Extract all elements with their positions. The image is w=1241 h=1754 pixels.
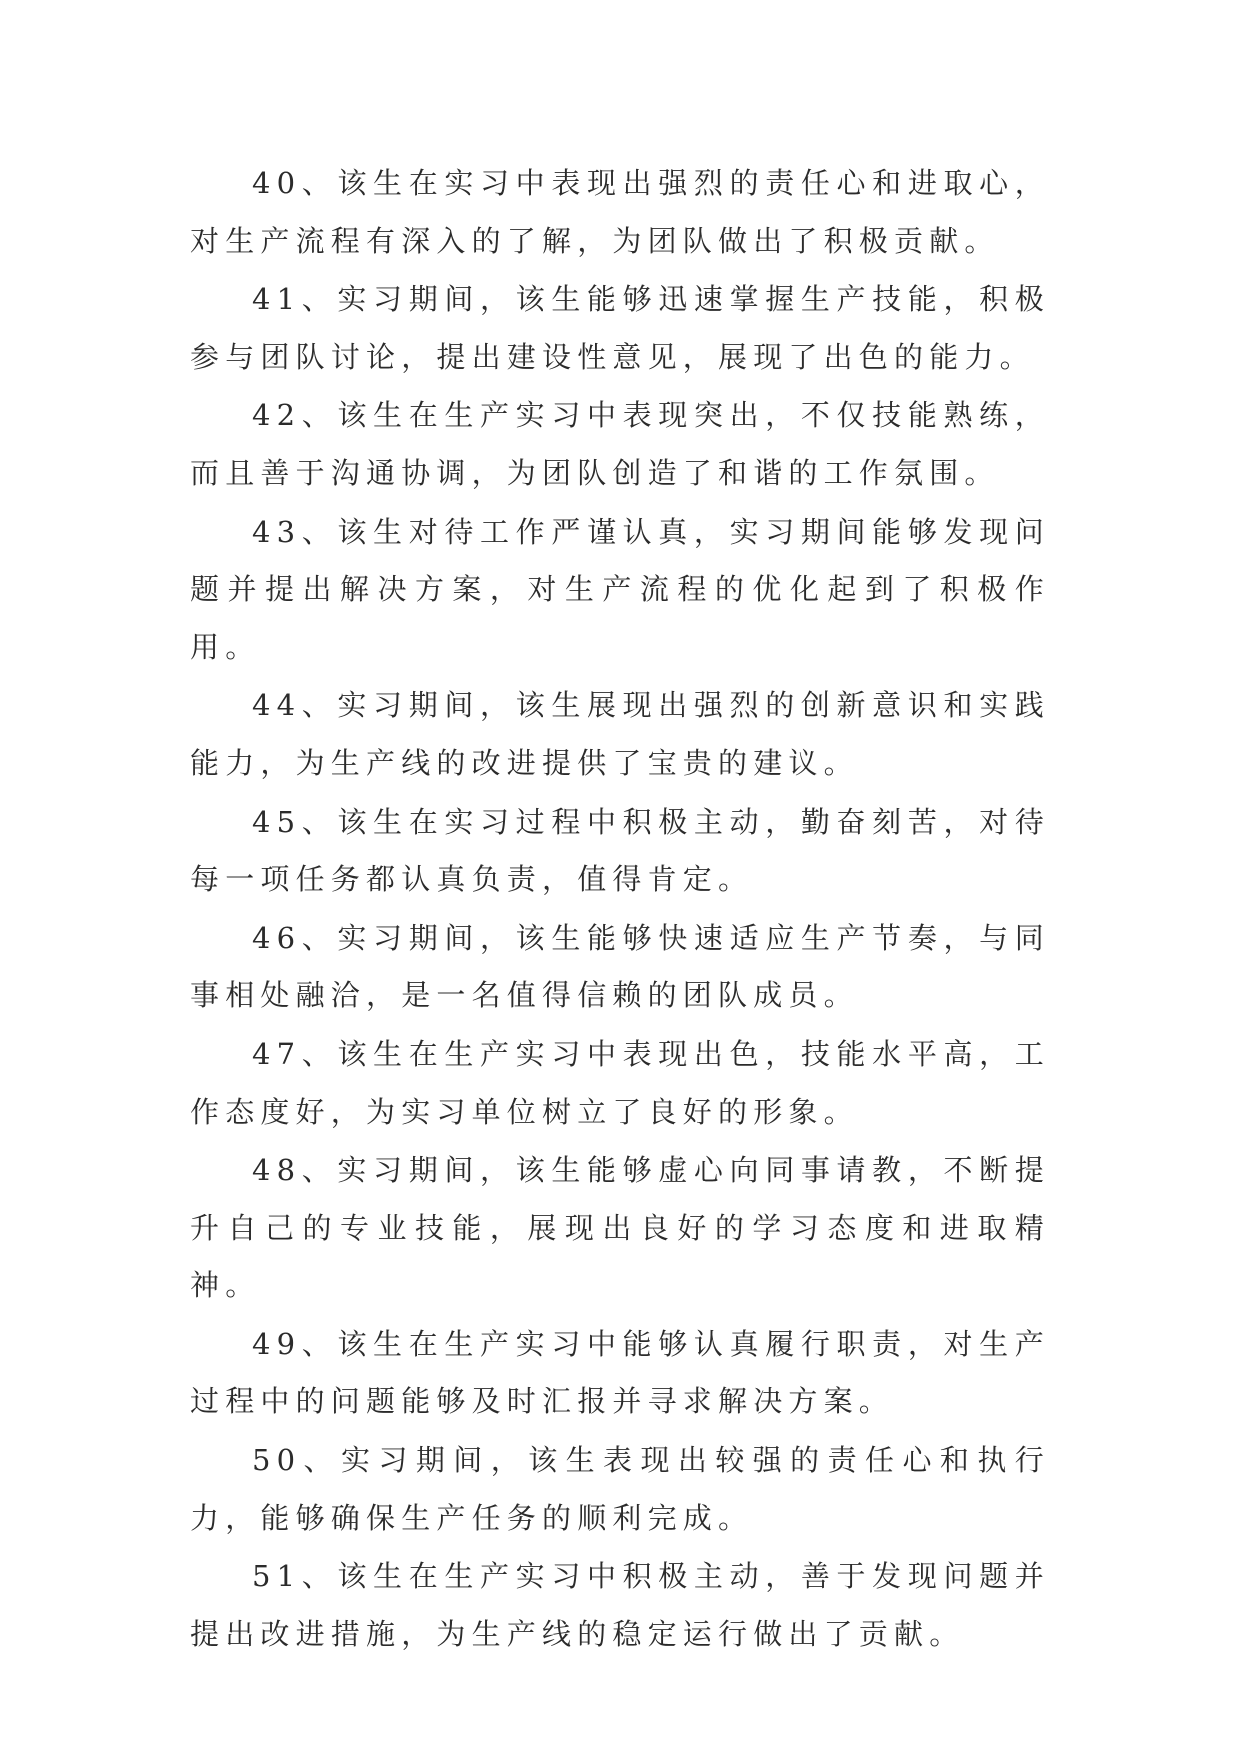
paragraph-41: 41、实习期间，该生能够迅速掌握生产技能，积极参与团队讨论，提出建设性意见，展现了出色的能力。: [190, 282, 1050, 374]
paragraph-50: 50、实习期间，该生表现出较强的责任心和执行力，能够确保生产任务的顺利完成。: [190, 1443, 1050, 1535]
paragraph-45: 45、该生在实习过程中积极主动，勤奋刻苦，对待每一项任务都认真负责，值得肯定。: [190, 804, 1050, 897]
paragraph-49: 49、该生在生产实习中能够认真履行职责，对生产过程中的问题能够及时汇报并寻求解决方案。: [190, 1326, 1050, 1419]
document-body: [190, 155, 1050, 1664]
paragraph-46: 46、实习期间，该生能够快速适应生产节奏，与同事相处融洽，是一名值得信赖的团队成员。: [190, 920, 1050, 1013]
paragraph-48: 48、实习期间，该生能够虚心向同事请教，不断提升自己的专业技能，展现出良好的学习态度和进取精神。: [190, 1153, 1050, 1303]
paragraph-51: 51、该生在生产实习中积极主动，善于发现问题并提出改进措施，为生产线的稳定运行做出了贡献。: [190, 1559, 1050, 1651]
paragraph-44: 44、实习期间，该生展现出强烈的创新意识和实践能力，为生产线的改进提供了宝贵的建议。: [190, 688, 1050, 780]
paragraph-43: 43、该生对待工作严谨认真，实习期间能够发现问题并提出解决方案，对生产流程的优化起到了积极作用。: [190, 514, 1050, 664]
paragraph-42: 42、该生在生产实习中表现突出，不仅技能熟练，而且善于沟通协调，为团队创造了和谐的工作氛围。: [190, 398, 1050, 490]
paragraph-47: 47、该生在生产实习中表现出色，技能水平高，工作态度好，为实习单位树立了良好的形象。: [190, 1036, 1050, 1129]
paragraph-40: 40、该生在实习中表现出强烈的责任心和进取心，对生产流程有深入的了解，为团队做出了积极贡献。: [190, 166, 1050, 258]
